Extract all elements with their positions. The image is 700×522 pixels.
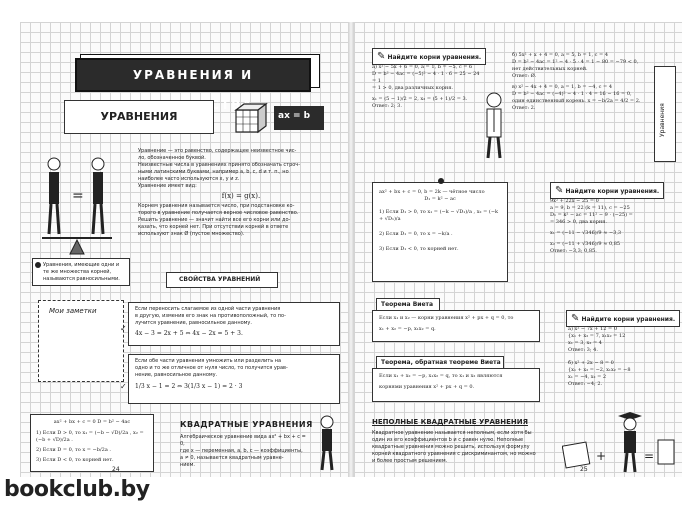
root-line: казать, что корней нет. При отсутствии корней в ответе (138, 224, 289, 230)
page-number-right: 25 (580, 466, 588, 473)
property-line: нение, равносильное данному. (135, 372, 218, 378)
chapter-banner: УРАВНЕНИЯ И (75, 58, 311, 92)
check-icon: ✓ (120, 324, 127, 333)
definition-line: ными латинскими буквами, например a, b, c, d и т. п., но (138, 169, 289, 175)
left-page (20, 22, 348, 477)
pen-icon: ✎ (377, 51, 386, 62)
property-2 (128, 354, 340, 404)
formula-case: 2) Если D = 0, то x = −b/2a . (36, 447, 111, 453)
formula-line: 2) Если D₁ = 0, то x = −k/a . (379, 231, 453, 237)
formula-line: 1) Если D₁ > 0, то x₁ = (−k − √D₁)/a , x₂ = (−k + √D₁)/a (379, 209, 499, 222)
vieta-line: Если x₁ и x₂ — корни уравнения x² + px + q = 0, то (379, 315, 514, 321)
definition-line: наиболее часто используются x, y и z. (138, 176, 240, 182)
definition-block (138, 148, 344, 238)
property-example: 1/3 x − 1 = 2 ⇔ 3(1/3 x − 1) = 2 · 3 (135, 383, 243, 390)
svg-text:=: = (72, 188, 84, 204)
incomplete-line: корней квадратного уравнения с дискриминантом, но можно (372, 451, 536, 457)
pen-icon: ✎ (555, 185, 564, 196)
property-line: в другую, изменив его знак на противоположный, то по- (135, 313, 286, 319)
example-line: а) x² − 5x + 6 = 0, a = 1, b = −5, c = 6 (372, 64, 473, 70)
example-3 (568, 326, 668, 388)
vieta-inverse-line: корнями уравнения x² + px + q = 0. (379, 384, 475, 390)
vieta-inverse-title: Теорема, обратная теореме Виета (381, 359, 501, 366)
chapter-side-tab (654, 66, 676, 162)
quadratic-line: где x — переменная, a, b, c — коэффициенты, (180, 448, 303, 454)
equivalence-text: Уравнения, имеющие одни и те же множества корней, называются равносильными. (43, 262, 120, 282)
properties-title: СВОЙСТВА УРАВНЕНИЙ (179, 276, 261, 283)
example-line: Ответ: Ø. (512, 73, 537, 79)
vieta-inverse-box (372, 368, 540, 402)
section-title: УРАВНЕНИЯ (64, 100, 214, 134)
incomplete-text (372, 430, 552, 465)
example-line: нет действительных корней. (512, 66, 588, 72)
property-1 (128, 302, 340, 346)
example-1b (512, 52, 652, 112)
property-line: Если переносить слагаемое из одной части уравнения (135, 306, 281, 312)
notes-title: Мои заметки (49, 307, 97, 315)
incomplete-line: Квадратное уравнение называется неполным, если хотя бы (372, 430, 532, 436)
example-2 (550, 198, 660, 255)
incomplete-line: квадратные уравнения можно решить, используя формулу (372, 444, 530, 450)
example-line: = 1 > 0, два различных корня. (372, 85, 454, 91)
property-line: одно и то же отличное от нуля число, то получится урав- (135, 365, 288, 371)
properties-title-box (166, 272, 278, 288)
quadratic-formula-box (30, 414, 154, 472)
example-line: один единственный корень. x = −b/2a = 4/2 = 2. (512, 98, 641, 104)
example-line: в) x² − 4x + 4 = 0, a = 1, b = −4, c = 4 (512, 84, 613, 90)
root-line: используют знак Ø (пустое множество). (138, 231, 245, 237)
incomplete-line: и более простым решением. (372, 458, 448, 464)
side-tab-label: Уравнения (659, 103, 666, 137)
example-line: D = b² − 4ac = (−4)² − 4 · 1 · 4 = 16 − 16 = 0, (512, 91, 632, 97)
formula-fx: f(x) = g(x). (221, 192, 261, 200)
formula-case: 3) Если D < 0, то корней нет. (36, 457, 114, 463)
even-coefficient-box (372, 182, 508, 282)
definition-line: ло, обозначенное буквой. (138, 155, 206, 161)
watermark: bookclub.by (4, 477, 150, 502)
root-line: торого в уравнение получается верное числовое равенство. (138, 210, 299, 216)
example-1a (372, 64, 482, 110)
example-line: x₁ = (5 − 1)/2 = 2, x₂ = (5 + 1)/2 = 3. (372, 96, 468, 102)
root-line: Корнем уравнения называется число, при подстановке ко- (138, 203, 295, 209)
teacher-figure (476, 92, 512, 162)
pen-icon: ✎ (571, 313, 580, 324)
example-line: D = b² − 4ac = (−5)² − 4 · 1 · 6 = 25 − 24 = 1 (372, 71, 480, 84)
quadratic-text (180, 434, 308, 469)
property-example: 4x − 3 = 2x + 5 ⇔ 4x − 2x = 5 + 3. (135, 330, 243, 337)
equivalence-note (32, 258, 130, 286)
formula-line: D₁ = k² − ac (424, 196, 456, 202)
cube-label: ax = b (278, 111, 311, 121)
example-line: {x₁ + x₂ = −2, x₁x₂ = −8 (568, 367, 631, 373)
example-line: а) x² − 7x + 12 = 0 (568, 326, 617, 332)
page-number-left: 24 (112, 466, 120, 473)
right-page (354, 22, 682, 477)
quadratic-line: Алгебраическое уравнение вида ax² + bx + c = 0, (180, 434, 306, 447)
pin-icon (438, 178, 444, 184)
example-line: Ответ: 2. (512, 105, 536, 111)
example-line: Ответ: 2; 3. (372, 103, 402, 109)
vieta-inverse-line: Если x₁ + x₂ = −p, x₁x₂ = q, то x₁ и x₂ являются (379, 373, 503, 379)
root-line: Решить уравнение — значит найти все его корни или до- (138, 217, 291, 223)
cube-illustration (234, 102, 334, 142)
example-2-tag (550, 182, 664, 199)
example-line: x₁ = 3, x₂ = 4 (568, 340, 602, 346)
example-tag-label: Найдите корни уравнения. (581, 316, 676, 323)
example-line: = 346 > 0, два корня. (550, 219, 607, 225)
example-1-tag (372, 48, 486, 65)
example-line: б) 5x² + x + 4 = 0, a = 5, b = 1, c = 4 (512, 52, 609, 58)
example-line: 9x² + 22x − 25 = 0 (550, 198, 599, 204)
notes-box (38, 300, 124, 382)
vieta-box (372, 310, 540, 342)
example-line: {x₁ + x₂ = 7, x₁x₂ = 12 (568, 333, 626, 339)
example-line: Ответ: −4; 2. (568, 381, 603, 387)
example-line: x₁ = (−11 − √346)/9 ≈ −3,3 (550, 230, 622, 236)
example-line: D = b² − 4ac = 1² − 4 · 5 · 4 = 1 − 80 = −79 < 0, (512, 59, 639, 65)
vieta-line: x₁ + x₂ = −p, x₁x₂ = q. (379, 326, 436, 332)
definition-line: Уравнение имеет вид: (138, 183, 197, 189)
example-3-tag (566, 310, 680, 327)
svg-text:+: + (596, 449, 607, 463)
example-line: б) x² + 2x − 8 = 0 (568, 360, 614, 366)
property-line: лучится уравнение, равносильное данному. (135, 320, 252, 326)
pin-icon (35, 262, 41, 268)
formula-line: 3) Если D₁ < 0, то корней нет. (379, 246, 459, 252)
definition-line: Неизвестные числа в уравнениях принято обозначать строч- (138, 162, 301, 168)
incomplete-title: НЕПОЛНЫЕ КВАДРАТНЫЕ УРАВНЕНИЯ (372, 418, 528, 426)
example-line: x₂ = (−11 + √346)/9 ≈ 0,85 (550, 241, 621, 247)
formula-case: 1) Если D > 0, то x₁ = (−b − √D)/2a , x₂ = (−b + √D)/2a . (36, 430, 144, 443)
example-line: Ответ: 3; 4. (568, 347, 598, 353)
formula-line: ax² + bx + c = 0, b = 2k — чётное число (379, 189, 485, 195)
example-line: Ответ: −3,3; 0,85. (550, 248, 597, 254)
formula-head: ax² + bx + c = 0 D = b² − 4ac (53, 419, 131, 425)
property-line: Если обе части уравнения умножить или разделить на (135, 358, 282, 364)
example-line: D₁ = k² − ac = 11² − 9 · (−25) = (550, 212, 633, 218)
quadratic-line: нием. (180, 462, 195, 468)
graduate-figure (562, 410, 678, 474)
example-line: a = 9, b = 22 (k = 11), c = −25 (550, 205, 630, 211)
svg-text:=: = (644, 449, 655, 463)
balance-figure (42, 150, 112, 260)
incomplete-line: один из его коэффициентов b и c равен нулю. Неполные (372, 437, 524, 443)
example-line: x₁ = −4, x₂ = 2 (568, 374, 607, 380)
vieta-title: Теорема Виета (381, 301, 434, 308)
example-tag-label: Найдите корни уравнения. (565, 188, 660, 195)
quadratic-line: a ≠ 0, называется квадратным уравне- (180, 455, 284, 461)
student-figure (310, 414, 344, 474)
quadratic-title: КВАДРАТНЫЕ УРАВНЕНИЯ (180, 420, 313, 429)
example-tag-label: Найдите корни уравнения. (387, 54, 482, 61)
check-icon: ✓ (120, 382, 127, 391)
definition-line: Уравнение — это равенство, содержащее неизвестное чис- (138, 148, 297, 154)
